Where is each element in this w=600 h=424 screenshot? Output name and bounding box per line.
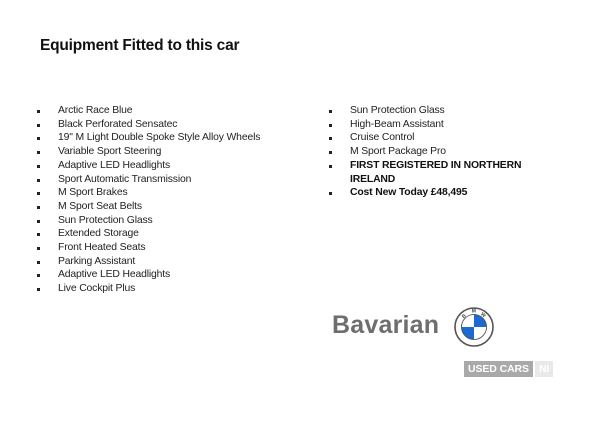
equipment-list-right	[328, 104, 548, 200]
region-label: NI	[535, 361, 554, 377]
registration-note: FIRST REGISTERED IN NORTHERN IRELAND	[328, 159, 548, 186]
page-title: Equipment Fitted to this car	[40, 37, 240, 54]
svg-text:B: B	[460, 313, 468, 321]
bullet-icon	[37, 261, 40, 264]
svg-text:M: M	[471, 308, 476, 315]
list-item: Arctic Race Blue	[36, 104, 306, 118]
bullet-icon	[37, 220, 40, 223]
list-item: Live Cockpit Plus	[36, 282, 306, 296]
dealer-logo-text: Bavarian	[332, 311, 440, 339]
bullet-icon	[329, 137, 332, 140]
list-item: Sun Protection Glass	[36, 214, 306, 228]
bullet-icon	[37, 233, 40, 236]
bullet-icon	[37, 124, 40, 127]
list-item: Front Heated Seats	[36, 241, 306, 255]
list-item: M Sport Package Pro	[328, 145, 548, 159]
list-item: Adaptive LED Headlights	[36, 268, 306, 282]
used-cars-badge	[464, 361, 553, 377]
cost-new-note: Cost New Today £48,495	[328, 186, 548, 200]
bullet-icon	[37, 288, 40, 291]
list-item: Cruise Control	[328, 131, 548, 145]
bullet-icon	[329, 110, 332, 113]
bullet-icon	[37, 179, 40, 182]
list-item: Variable Sport Steering	[36, 145, 306, 159]
list-item: M Sport Brakes	[36, 186, 306, 200]
list-item: 19" M Light Double Spoke Style Alloy Wheels	[36, 131, 306, 145]
bullet-icon	[37, 110, 40, 113]
used-cars-label: USED CARS	[464, 361, 533, 377]
bullet-icon	[37, 137, 40, 140]
list-item: Sport Automatic Transmission	[36, 173, 306, 187]
equipment-list-left	[36, 104, 306, 296]
bullet-icon	[37, 206, 40, 209]
list-item: High-Beam Assistant	[328, 118, 548, 132]
bmw-logo-icon	[454, 307, 494, 347]
bullet-icon	[37, 274, 40, 277]
bullet-icon	[329, 151, 332, 154]
list-item: Sun Protection Glass	[328, 104, 548, 118]
list-item: Extended Storage	[36, 227, 306, 241]
list-item: M Sport Seat Belts	[36, 200, 306, 214]
bullet-icon	[329, 124, 332, 127]
bullet-icon	[37, 151, 40, 154]
bullet-icon	[329, 192, 332, 195]
list-item: Adaptive LED Headlights	[36, 159, 306, 173]
bullet-icon	[37, 192, 40, 195]
bullet-icon	[37, 247, 40, 250]
list-item: Black Perforated Sensatec	[36, 118, 306, 132]
bullet-icon	[329, 165, 332, 168]
svg-text:W: W	[479, 311, 487, 320]
list-item: Parking Assistant	[36, 255, 306, 269]
bullet-icon	[37, 165, 40, 168]
